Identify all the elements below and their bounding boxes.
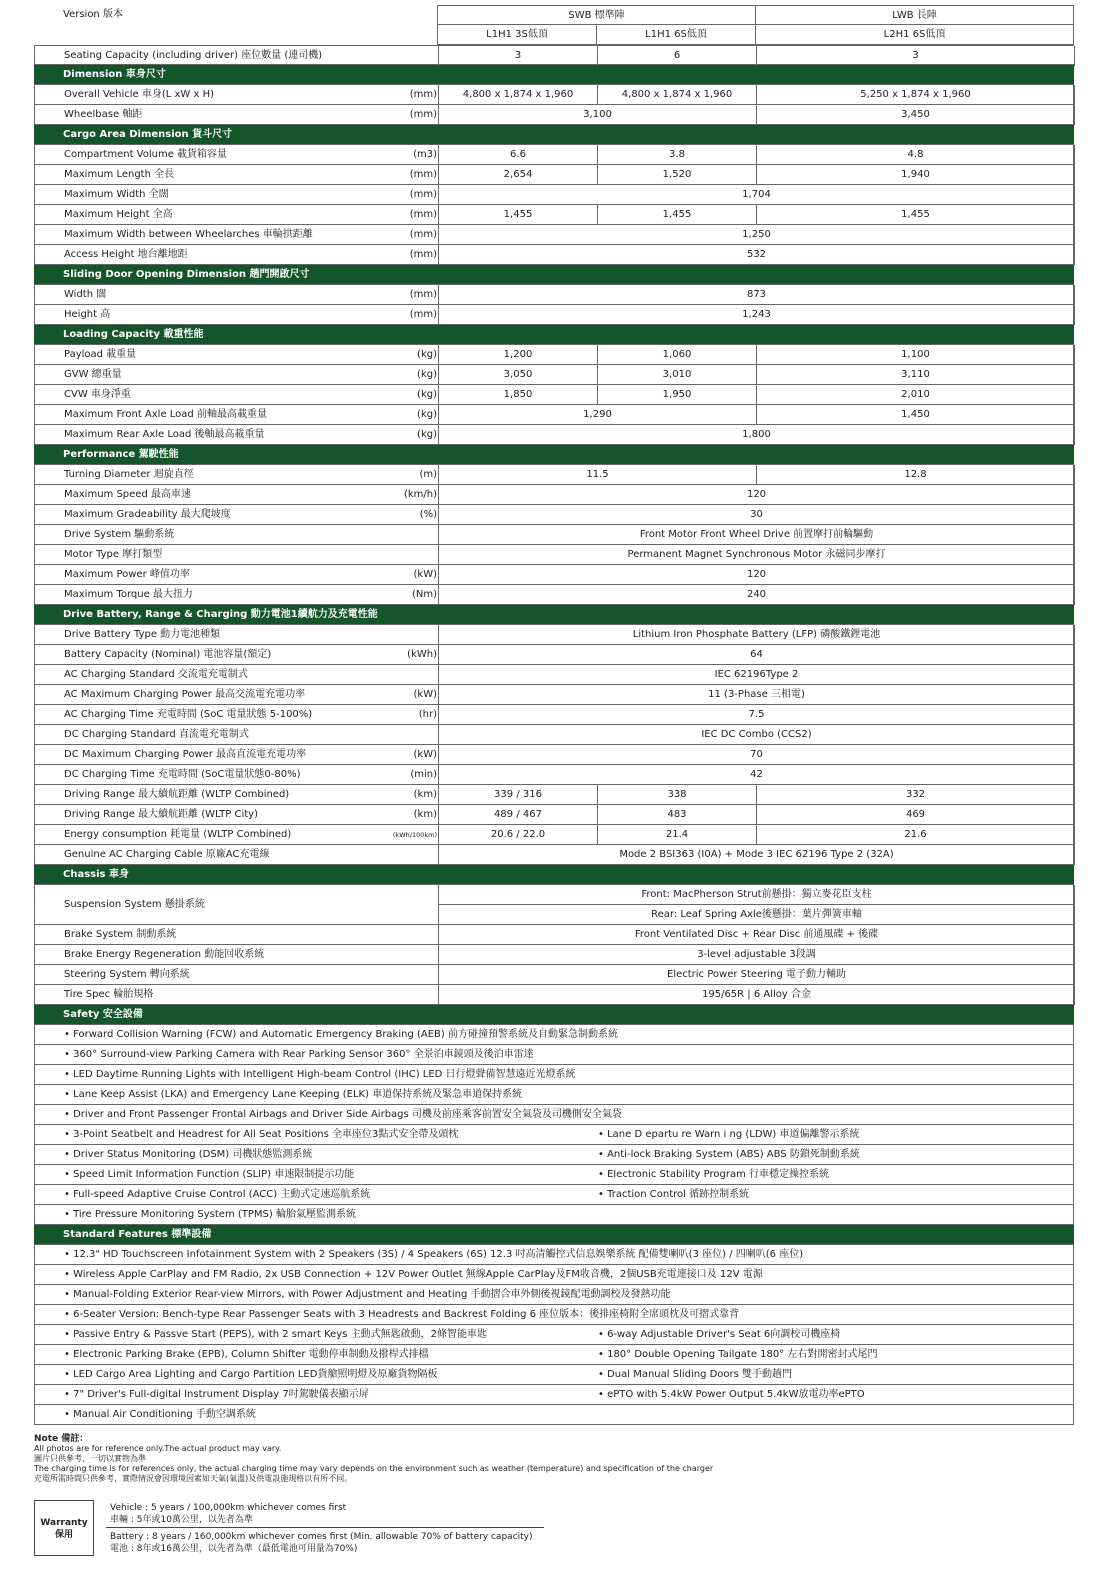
model-3: L2H1 6S低頂 <box>755 25 1074 45</box>
value-all: Permanent Magnet Synchronous Motor 永磁同步摩打 <box>438 545 1075 565</box>
model-2: L1H1 6S低頂 <box>596 25 755 45</box>
row-label: Maximum Torque 最大扭力 <box>64 589 193 600</box>
safety-item <box>34 1025 1074 1045</box>
row-label: Width 闊 <box>64 289 107 300</box>
row-cvw <box>34 385 1074 405</box>
bullet-text: • LED Daytime Running Lights with Intelligent High-beam Control (IHC) LED 日行燈聲備智慧遠近光燈系統 <box>64 1069 576 1080</box>
row-unit: (mm) <box>409 309 437 320</box>
row-max-torque <box>34 585 1074 605</box>
row-label: Brake System 制動系統 <box>64 929 177 940</box>
value-3: 3,110 <box>756 365 1075 385</box>
row-label: Seating Capacity (including driver) 座位數量 (連司機) <box>64 50 323 61</box>
value-2: 4,800 x 1,874 x 1,960 <box>597 85 756 105</box>
bullet-text-right: • Dual Manual Sliding Doors 雙手動趟門 <box>598 1369 793 1380</box>
row-label: Maximum Gradeability 最大爬坡度 <box>64 509 231 520</box>
value-3: 21.6 <box>756 825 1075 845</box>
safety-item <box>34 1165 1074 1185</box>
bullet-text-left: • LED Cargo Area Lighting and Cargo Partition LED貨艙照明燈及原廠貨物隔板 <box>64 1369 438 1380</box>
row-max-speed <box>34 485 1074 505</box>
section-chassis: Chassis 車身 <box>34 865 1074 885</box>
bullet-text-left: • Tire Pressure Monitoring System (TPMS) 輪胎氣壓監測系統 <box>64 1209 356 1220</box>
row-label: DC Charging Standard 直流電充電制式 <box>64 729 249 740</box>
value-all: 1,800 <box>438 425 1075 445</box>
bullet-text-left: • 3-Point Seatbelt and Headrest for All Seat Positions 全車座位3點式安全帶及頭枕 <box>64 1129 459 1140</box>
safety-item <box>34 1125 1074 1145</box>
value-3: 1,100 <box>756 345 1075 365</box>
row-unit: (mm) <box>409 249 437 260</box>
value-3: 1,940 <box>756 165 1075 185</box>
note-line: 圖片只供參考，一切以實物為準 <box>34 1454 146 1463</box>
row-unit: (mm) <box>409 109 437 120</box>
row-label: Motor Type 摩打類型 <box>64 549 163 560</box>
value-all: Front Ventilated Disc + Rear Disc 前通風碟 + 後碟 <box>438 925 1075 945</box>
safety-item <box>34 1065 1074 1085</box>
row-unit: (kWh) <box>407 649 437 660</box>
row-unit: (kWh/100km) <box>392 831 437 839</box>
row-label: Maximum Height 全高 <box>64 209 173 220</box>
bullet-text: • Forward Collision Warning (FCW) and Automatic Emergency Braking (AEB) 前方碰撞預警系統及自動緊急制動系統 <box>64 1029 618 1040</box>
section-battery: Drive Battery, Range & Charging 動力電池1續航力及充電性能 <box>34 605 1074 625</box>
row-unit: (mm) <box>409 229 437 240</box>
row-ac-standard <box>34 665 1074 685</box>
bullet-text-left: • Passive Entry & Passve Start (PEPS), with 2 smart Keys 主動式無匙啟動，2條智能車匙 <box>64 1329 487 1340</box>
row-turning <box>34 465 1074 485</box>
note-line: All photos are for reference only.The actual product may vary. <box>34 1444 282 1453</box>
section-sliding-door: Sliding Door Opening Dimension 趟門開啟尺寸 <box>34 265 1074 285</box>
bullet-text-right: • Anti-lock Braking System (ABS) ABS 防鎖死制動系統 <box>598 1149 860 1160</box>
row-label: Maximum Front Axle Load 前軸最高載重量 <box>64 409 267 420</box>
row-unit: (kW) <box>413 749 437 760</box>
row-label: GVW 總重量 <box>64 369 122 380</box>
value-1: 20.6 / 22.0 <box>438 825 597 845</box>
value-2: 3.8 <box>597 145 756 165</box>
value-2: 21.4 <box>597 825 756 845</box>
row-dc-time <box>34 765 1074 785</box>
warranty-block <box>34 1500 544 1556</box>
row-motor-type <box>34 545 1074 565</box>
section-dimension: Dimension 車身尺寸 <box>34 65 1074 85</box>
value-2: 1,950 <box>597 385 756 405</box>
row-label: AC Charging Standard 交流電充電制式 <box>64 669 248 680</box>
row-label: Genuine AC Charging Cable 原廠AC充電線 <box>64 849 270 860</box>
bullet-text: • Driver and Front Passenger Frontal Airbags and Driver Side Airbags 司機及前座乘客前置安全氣袋及司機側安全氣袋 <box>64 1109 622 1120</box>
row-label: Drive System 驅動系統 <box>64 529 175 540</box>
row-compartment <box>34 145 1074 165</box>
row-label: AC Maximum Charging Power 最高交流電充電功率 <box>64 689 306 700</box>
row-label: Steering System 轉向系統 <box>64 969 190 980</box>
header-row-models <box>34 25 1074 45</box>
safety-item <box>34 1085 1074 1105</box>
row-ac-time <box>34 705 1074 725</box>
value-1: 1,200 <box>438 345 597 365</box>
row-dc-power <box>34 745 1074 765</box>
safety-item <box>34 1045 1074 1065</box>
row-label: Maximum Width between Wheelarches 車輪拱距離 <box>64 229 313 240</box>
row-payload <box>34 345 1074 365</box>
header-row-groups <box>34 5 1074 25</box>
bullet-text-right: • 6-way Adjustable Driver's Seat 6向調校司機座椅 <box>598 1329 841 1340</box>
row-max-width <box>34 185 1074 205</box>
value-all: 873 <box>438 285 1075 305</box>
row-label: Drive Battery Type 動力電池種類 <box>64 629 221 640</box>
warranty-vehicle-en: Vehicle : 5 years / 100,000km whichever comes first <box>110 1503 347 1513</box>
row-cable <box>34 845 1074 865</box>
value-all: 1,704 <box>438 185 1075 205</box>
bullet-text-left: • Electronic Parking Brake (EPB), Column Shifter 電動停車制動及撥桿式排檔 <box>64 1349 429 1360</box>
row-label: Tire Spec 輪胎規格 <box>64 989 154 1000</box>
warranty-battery-zh: 電池 : 8年或16萬公里，以先者為準（最低電池可用量為70%) <box>110 1544 358 1554</box>
row-suspension <box>34 885 1074 925</box>
row-unit: (km) <box>413 789 437 800</box>
row-seating <box>34 45 1074 65</box>
row-label: Maximum Width 全闊 <box>64 189 169 200</box>
bullet-text-right: • 180° Double Opening Tailgate 180° 左右對開密封式尾門 <box>598 1349 878 1360</box>
value-all: 1,250 <box>438 225 1075 245</box>
warranty-title-zh: 保用 <box>54 1530 73 1540</box>
row-unit: (mm) <box>409 189 437 200</box>
value-all: 70 <box>438 745 1075 765</box>
bullet-text: • Lane Keep Assist (LKA) and Emergency Lane Keeping (ELK) 車道保持系統及緊急車道保持系統 <box>64 1089 523 1100</box>
row-label: Height 高 <box>64 309 111 320</box>
row-unit: (m3) <box>413 149 437 160</box>
section-safety: Safety 安全設備 <box>34 1005 1074 1025</box>
value-1: 339 / 316 <box>438 785 597 805</box>
row-label: Payload 載重量 <box>64 349 137 360</box>
value-all: IEC DC Combo (CCS2) <box>438 725 1075 745</box>
row-label: Maximum Speed 最高車速 <box>64 489 191 500</box>
safety-item <box>34 1145 1074 1165</box>
warranty-label <box>34 1500 94 1556</box>
row-label: Turning Diameter 迴旋直徑 <box>64 469 194 480</box>
value-all: Lithium Iron Phosphate Battery (LFP) 磷酸鐵鋰電池 <box>438 625 1075 645</box>
row-unit: (kW) <box>413 569 437 580</box>
group-lwb: LWB 長陣 <box>755 5 1074 25</box>
value-all: 30 <box>438 505 1075 525</box>
value-all: 120 <box>438 565 1075 585</box>
section-cargo: Cargo Area Dimension 貨斗尺寸 <box>34 125 1074 145</box>
warranty-battery-en: Battery : 8 years / 160,000km whichever comes first (Min. allowable 70% of battery capacity) <box>110 1532 533 1542</box>
row-label: Suspension System 懸掛系統 <box>64 899 205 910</box>
row-unit: (min) <box>410 769 437 780</box>
safety-item <box>34 1105 1074 1125</box>
value-lwb: 3,450 <box>756 105 1075 125</box>
feature-item <box>34 1405 1074 1425</box>
feature-item <box>34 1365 1074 1385</box>
row-unit: (kg) <box>417 389 437 400</box>
row-steering <box>34 965 1074 985</box>
value-2: 1,060 <box>597 345 756 365</box>
value-swb: 3,100 <box>438 105 756 125</box>
row-overall <box>34 85 1074 105</box>
bullet-text: • Manual-Folding Exterior Rear-view Mirrors, with Power Adjustment and Heating 手動摺合車外側後視鏡配電動調校及發熱功能 <box>64 1289 671 1300</box>
row-gvw <box>34 365 1074 385</box>
value-3: 1,455 <box>756 205 1075 225</box>
group-swb: SWB 標準陣 <box>437 5 755 25</box>
bullet-text: • Wireless Apple CarPlay and FM Radio, 2x USB Connection + 12V Power Outlet 無線Apple CarPlay及FM收音機，2個USB充電連接口及 12V 電源 <box>64 1269 763 1280</box>
value-all: 7.5 <box>438 705 1075 725</box>
row-drive-system <box>34 525 1074 545</box>
row-label: Access Height 地台離地距 <box>64 249 188 260</box>
value-3: 3 <box>756 46 1075 66</box>
value-all: 1,243 <box>438 305 1075 325</box>
feature-item <box>34 1305 1074 1325</box>
bullet-text: • 12.3" HD Touchscreen Infotainment System with 2 Speakers (3S) / 4 Speakers (6S) 12.3 吋高清觸控式信息娛樂系統 配備雙喇叭(3 座位) / 四喇叭(6 座位) <box>64 1249 804 1260</box>
row-battery-capacity <box>34 645 1074 665</box>
warranty-vehicle-zh: 車輛 : 5年或10萬公里，以先者為準 <box>110 1515 253 1525</box>
safety-item <box>34 1185 1074 1205</box>
value-all: Front Motor Front Wheel Drive 前置摩打前輪驅動 <box>438 525 1075 545</box>
value-swb: 11.5 <box>438 465 756 485</box>
row-dc-standard <box>34 725 1074 745</box>
row-gradeability <box>34 505 1074 525</box>
value-all: Electric Power Steering 電子動力輔助 <box>438 965 1075 985</box>
value-3: 2,010 <box>756 385 1075 405</box>
value-all: Mode 2 BSI363 (I0A) + Mode 3 IEC 62196 Type 2 (32A) <box>438 845 1075 865</box>
value-all: 240 <box>438 585 1075 605</box>
row-unit: (%) <box>419 509 437 520</box>
row-label: Wheelbase 軸距 <box>64 109 143 120</box>
row-range-city <box>34 805 1074 825</box>
feature-item <box>34 1325 1074 1345</box>
feature-item <box>34 1285 1074 1305</box>
bullet-text-left: • Full-speed Adaptive Cruise Control (ACC) 主動式定速巡航系統 <box>64 1189 371 1200</box>
row-unit: (kg) <box>417 429 437 440</box>
row-label: Maximum Rear Axle Load 後軸最高載重量 <box>64 429 265 440</box>
value-2: 1,455 <box>597 205 756 225</box>
value-2: 483 <box>597 805 756 825</box>
value-all: 3-level adjustable 3段調 <box>438 945 1075 965</box>
bullet-text: • 6-Seater Version: Bench-type Rear Passenger Seats with 3 Headrests and Backrest Folding 6 座位版本：後排座椅附全席頭枕及可摺式靠背 <box>64 1309 740 1320</box>
row-label: DC Maximum Charging Power 最高直流電充電功率 <box>64 749 307 760</box>
notes <box>34 1434 1074 1484</box>
row-tire <box>34 985 1074 1005</box>
value-all: 120 <box>438 485 1075 505</box>
value-all: 42 <box>438 765 1075 785</box>
row-label: Battery Capacity (Nominal) 電池容量(額定) <box>64 649 272 660</box>
value-1: 3 <box>438 46 597 66</box>
value-1: 6.6 <box>438 145 597 165</box>
value-front: Front: MacPherson Strut前懸掛：獨立麥花臣支柱 <box>438 885 1075 905</box>
section-features: Standard Features 標準設備 <box>34 1225 1074 1245</box>
row-energy <box>34 825 1074 845</box>
bullet-text-right: • ePTO with 5.4kW Power Output 5.4kW放電功率ePTO <box>598 1389 865 1400</box>
bullet-text-left: • Speed Limit Information Function (SLIP) 車速限制提示功能 <box>64 1169 355 1180</box>
value-1: 1,455 <box>438 205 597 225</box>
bullet-text-left: • Driver Status Monitoring (DSM) 司機狀態監測系統 <box>64 1149 313 1160</box>
value-3: 469 <box>756 805 1075 825</box>
model-1: L1H1 3S低頂 <box>437 25 596 45</box>
row-unit: (kg) <box>417 349 437 360</box>
row-label: Driving Range 最大續航距離 (WLTP City) <box>64 809 259 820</box>
value-1: 3,050 <box>438 365 597 385</box>
value-all: 532 <box>438 245 1075 265</box>
row-regen <box>34 945 1074 965</box>
row-max-length <box>34 165 1074 185</box>
note-line: 充電所需時間只供參考，實際情況會因環境因素如天氣(氣溫)及供電設施規格以有所不同。 <box>34 1474 353 1483</box>
value-1: 1,850 <box>438 385 597 405</box>
row-access <box>34 245 1074 265</box>
value-2: 338 <box>597 785 756 805</box>
row-battery-type <box>34 625 1074 645</box>
feature-item <box>34 1265 1074 1285</box>
row-unit: (mm) <box>409 209 437 220</box>
value-rear: Rear: Leaf Spring Axle後懸掛：葉片彈簧車軸 <box>438 905 1075 925</box>
row-door-width <box>34 285 1074 305</box>
section-loading: Loading Capacity 載重性能 <box>34 325 1074 345</box>
value-3: 4.8 <box>756 145 1075 165</box>
section-performance: Performance 駕駛性能 <box>34 445 1074 465</box>
row-brake <box>34 925 1074 945</box>
feature-item <box>34 1245 1074 1265</box>
feature-item <box>34 1385 1074 1405</box>
value-3: 5,250 x 1,874 x 1,960 <box>756 85 1075 105</box>
row-label: Overall Vehicle 車身(L xW x H) <box>64 89 215 100</box>
row-unit: (hr) <box>418 709 437 720</box>
value-1: 4,800 x 1,874 x 1,960 <box>438 85 597 105</box>
value-all: IEC 62196Type 2 <box>438 665 1075 685</box>
row-max-power <box>34 565 1074 585</box>
row-wheelarch <box>34 225 1074 245</box>
row-door-height <box>34 305 1074 325</box>
bullet-text: • 360° Surround-view Parking Camera with Rear Parking Sensor 360° 全景泊車鏡頭及後泊車雷達 <box>64 1049 534 1060</box>
row-unit: (mm) <box>409 289 437 300</box>
row-label: Maximum Power 峰值功率 <box>64 569 190 580</box>
warranty-divider <box>106 1527 544 1528</box>
bullet-text-left: • 7" Driver's Full-digital Instrument Display 7吋駕駛儀表顯示屏 <box>64 1389 369 1400</box>
safety-item <box>34 1205 1074 1225</box>
version-label: Version 版本 <box>63 9 123 20</box>
row-range-combined <box>34 785 1074 805</box>
row-rear-axle <box>34 425 1074 445</box>
row-label: DC Charging Time 充電時間 (SoC電量狀態0-80%) <box>64 769 301 780</box>
note-line: The charging time is for references only, the actual charging time may vary depends on the environment such as weather (temperature) and specification of the charger <box>34 1464 714 1473</box>
row-unit: (m) <box>419 469 437 480</box>
value-all: 64 <box>438 645 1075 665</box>
spec-sheet <box>34 5 1074 1425</box>
value-1: 489 / 467 <box>438 805 597 825</box>
value-all: 195/65R | 6 Alloy 合金 <box>438 985 1075 1005</box>
row-unit: (km) <box>413 809 437 820</box>
value-3: 332 <box>756 785 1075 805</box>
row-label: Compartment Volume 載貨箱容量 <box>64 149 228 160</box>
row-front-axle <box>34 405 1074 425</box>
notes-title: Note 備註： <box>34 1434 89 1444</box>
value-lwb: 12.8 <box>756 465 1075 485</box>
value-2: 3,010 <box>597 365 756 385</box>
row-label: CVW 車身淨重 <box>64 389 131 400</box>
bullet-text-right: • Lane D epartu re Warn i ng (LDW) 車道偏離警示系統 <box>598 1129 860 1140</box>
row-unit: (mm) <box>409 169 437 180</box>
value-2: 1,520 <box>597 165 756 185</box>
row-unit: (kW) <box>413 689 437 700</box>
row-label: Brake Energy Regeneration 動能回收系統 <box>64 949 265 960</box>
row-unit: (mm) <box>409 89 437 100</box>
value-2: 6 <box>597 46 756 66</box>
feature-item <box>34 1345 1074 1365</box>
row-unit: (kg) <box>417 409 437 420</box>
row-label: AC Charging Time 充電時間 (SoC 電量狀態 5-100%) <box>64 709 313 720</box>
row-label: Maximum Length 全長 <box>64 169 175 180</box>
value-all: 11 (3-Phase 三相電) <box>438 685 1075 705</box>
value-1: 2,654 <box>438 165 597 185</box>
value-swb: 1,290 <box>438 405 756 425</box>
row-label: Driving Range 最大續航距離 (WLTP Combined) <box>64 789 290 800</box>
bullet-text-left: • Manual Air Conditioning 手動空調系統 <box>64 1409 256 1420</box>
row-wheelbase <box>34 105 1074 125</box>
bullet-text-right: • Electronic Stability Program 行車穩定操控系統 <box>598 1169 830 1180</box>
row-unit: (Nm) <box>411 589 437 600</box>
row-max-height <box>34 205 1074 225</box>
row-unit: (kg) <box>417 369 437 380</box>
value-lwb: 1,450 <box>756 405 1075 425</box>
bullet-text-right: • Traction Control 循跡控制系統 <box>598 1189 750 1200</box>
row-label: Energy consumption 耗電量 (WLTP Combined) <box>64 829 292 840</box>
row-unit: (km/h) <box>403 489 437 500</box>
row-ac-power <box>34 685 1074 705</box>
warranty-title-en: Warranty <box>40 1518 88 1528</box>
